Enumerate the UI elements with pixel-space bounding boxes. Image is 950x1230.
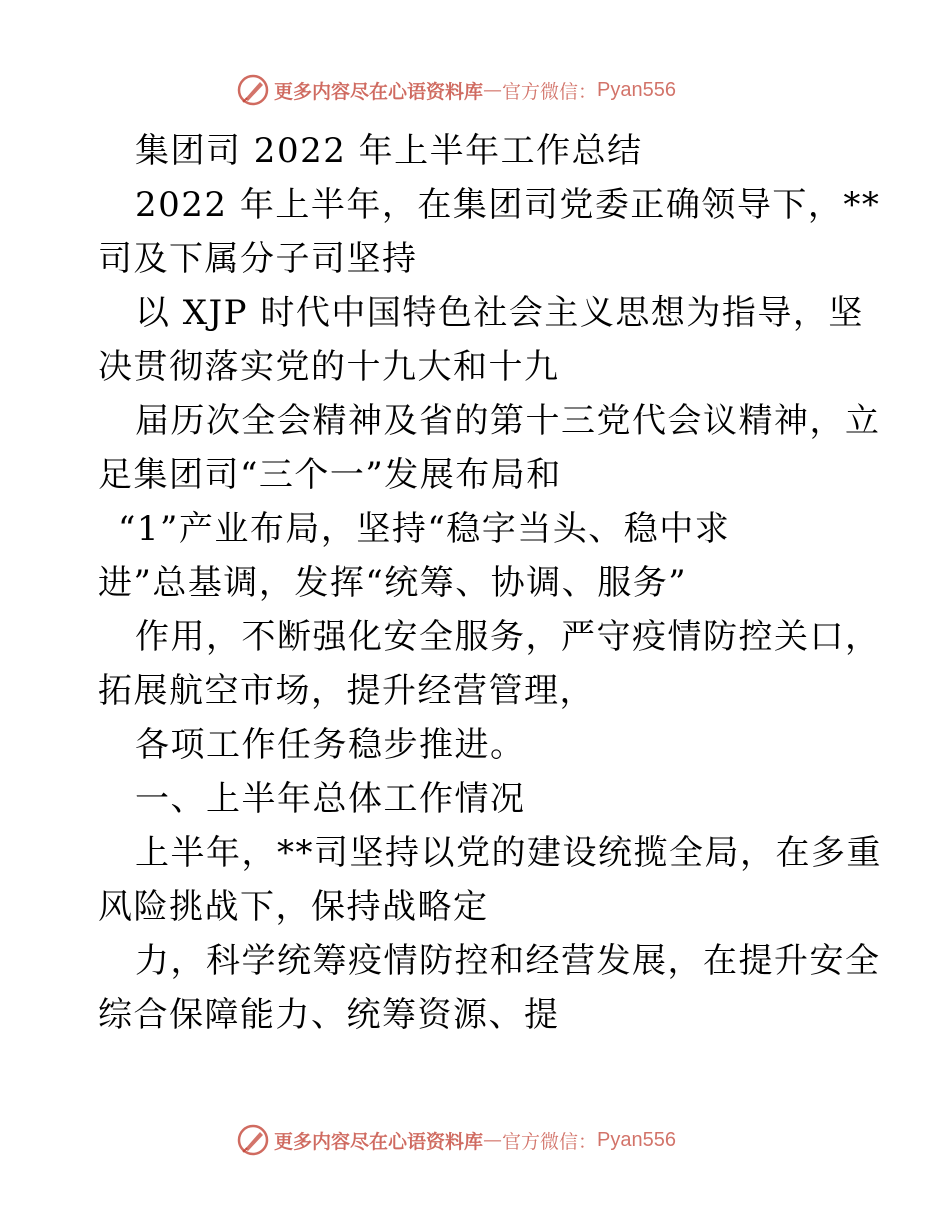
paragraph-line: 各项工作任务稳步推进。: [135, 725, 526, 765]
paragraph-line: 上半年，**司坚持以党的建设统揽全局，在多重: [135, 833, 882, 873]
paragraph-line: 司及下属分子司坚持: [98, 239, 418, 279]
document-title: 集团司 2022 年上半年工作总结: [135, 131, 643, 171]
paragraph-line: 足集团司“三个一”发展布局和: [98, 455, 562, 495]
document-body: [98, 124, 882, 1042]
paragraph-line: 进”总基调，发挥“统筹、协调、服务”: [98, 563, 688, 603]
quill-logo-icon: [236, 73, 270, 107]
watermark-wechat-id: Pyan556: [597, 1128, 676, 1151]
footer-watermark: [236, 1122, 676, 1158]
paragraph-line: 综合保障能力、统筹资源、提: [98, 995, 560, 1035]
watermark-wechat-id: Pyan556: [597, 78, 676, 101]
paragraph-line: 作用，不断强化安全服务，严守疫情防控关口，: [135, 617, 881, 657]
paragraph-line: 决贯彻落实党的十九大和十九: [98, 347, 560, 387]
watermark-brand-text: 更多内容尽在心语资料库: [274, 1130, 484, 1153]
watermark-separator: —: [483, 79, 503, 101]
header-watermark: [236, 72, 676, 108]
watermark-brand-text: 更多内容尽在心语资料库: [274, 80, 484, 103]
quill-logo-icon: [236, 1123, 270, 1157]
watermark-official-label: 官方微信：: [502, 80, 598, 103]
watermark-official-label: 官方微信：: [502, 1130, 598, 1153]
paragraph-line: 拓展航空市场，提升经营管理，: [98, 671, 595, 711]
paragraph-line: 风险挑战下，保持战略定: [98, 887, 489, 927]
paragraph-line: 届历次全会精神及省的第十三党代会议精神，立: [135, 401, 881, 441]
watermark-separator: —: [483, 1129, 503, 1151]
paragraph-line: “1”产业布局，坚持“稳字当头、稳中求: [118, 509, 731, 549]
paragraph-line: 以 XJP 时代中国特色社会主义思想为指导，坚: [135, 293, 864, 333]
section-heading: 一、上半年总体工作情况: [135, 779, 526, 819]
paragraph-line: 力，科学统筹疫情防控和经营发展，在提升安全: [135, 941, 881, 981]
paragraph-line: 2022 年上半年，在集团司党委正确领导下，**: [135, 185, 881, 225]
